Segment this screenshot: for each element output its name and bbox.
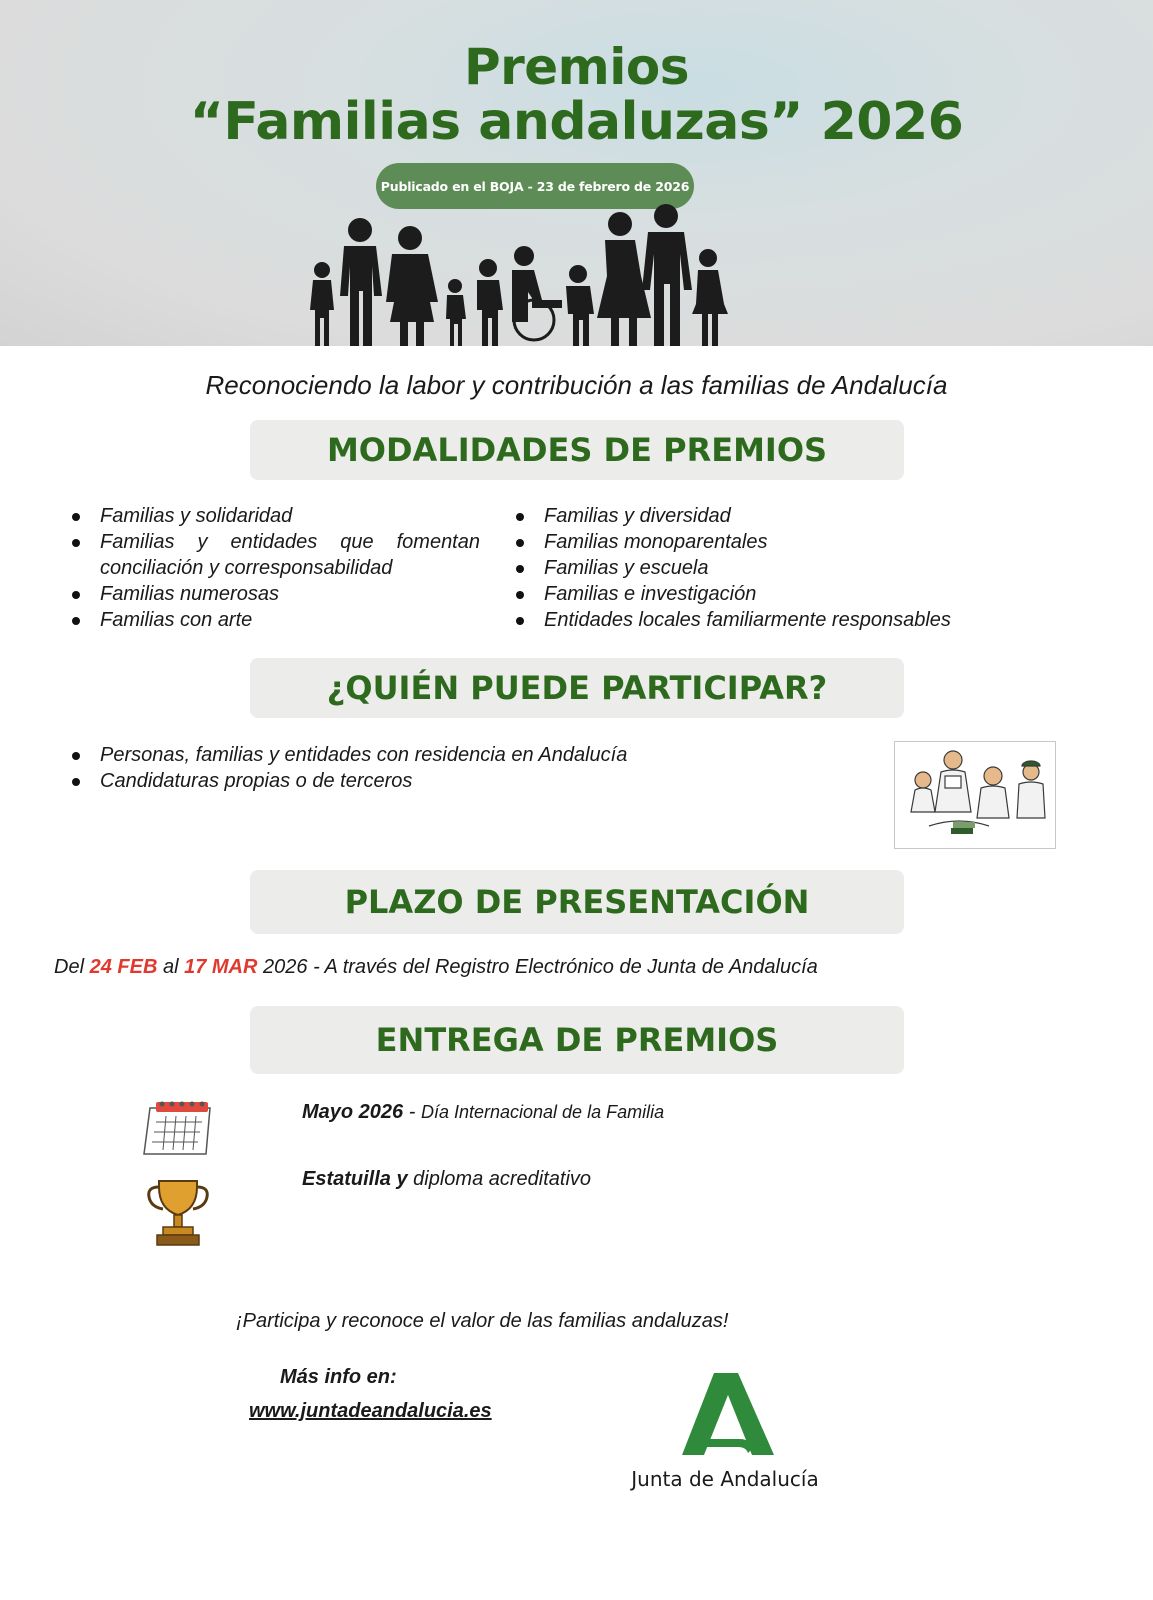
deadline-suffix: 2026 - A través del Registro Electrónico de Junta de Andalucía [263, 956, 818, 978]
modalidades-left-list [70, 503, 480, 633]
list-item: Familias y entidades que fomentan conciliación y corresponsabilidad [70, 529, 480, 581]
end-date: 17 MAR [184, 956, 258, 978]
more-info-label: Más info en: [280, 1366, 397, 1388]
list-item: Familias monoparentales [514, 529, 1014, 555]
deadline-prefix: Del [54, 956, 85, 978]
list-item: Familias numerosas [70, 581, 480, 607]
family-silhouette-icon [300, 200, 860, 346]
award-date-line [302, 1101, 664, 1124]
junta-logo-icon [678, 1373, 774, 1463]
award-date: Mayo 2026 [302, 1101, 404, 1123]
award-prize-description: diploma acreditativo [413, 1168, 592, 1190]
list-item: Personas, familias y entidades con residencia en Andalucía [70, 742, 830, 768]
hero-banner [0, 0, 1153, 346]
entrega-heading: ENTREGA DE PREMIOS [250, 1006, 904, 1074]
deadline-text [54, 956, 818, 979]
subtitle: Reconociendo la labor y contribución a las familias de Andalucía [205, 370, 948, 400]
list-item: Entidades locales familiarmente responsables [514, 607, 1014, 633]
award-prize-line [302, 1168, 591, 1191]
list-item: Familias y solidaridad [70, 503, 480, 529]
plazo-heading: PLAZO DE PRESENTACIÓN [250, 870, 904, 934]
list-item: Familias e investigación [514, 581, 1014, 607]
participantes-heading: ¿QUIÉN PUEDE PARTICIPAR? [250, 658, 904, 718]
award-date-separator: - [408, 1101, 416, 1123]
list-item: Candidaturas propias o de terceros [70, 768, 830, 794]
junta-logo-text: Junta de Andalucía [631, 1467, 819, 1491]
modalidades-heading: MODALIDADES DE PREMIOS [250, 420, 904, 480]
trophy-icon [143, 1175, 213, 1250]
list-item: Familias y escuela [514, 555, 1014, 581]
title-line-2: “Familias andaluzas” 2026 [189, 92, 964, 152]
participantes-list [70, 742, 830, 794]
website-link[interactable]: www.juntadeandalucia.es [249, 1400, 492, 1422]
modalidades-right-list [514, 503, 1014, 633]
list-item: Familias con arte [70, 607, 480, 633]
calendar-icon [142, 1100, 216, 1156]
award-prize: Estatuilla y [302, 1168, 408, 1190]
start-date: 24 FEB [89, 956, 158, 978]
award-date-description: Día Internacional de la Familia [420, 1102, 665, 1122]
publication-badge: Publicado en el BOJA - 23 de febrero de 2026 [376, 163, 694, 209]
title-line-1: Premios [463, 38, 690, 96]
deadline-connector: al [162, 956, 179, 978]
children-reading-illustration [894, 741, 1056, 849]
list-item: Familias y diversidad [514, 503, 1014, 529]
call-to-action: ¡Participa y reconoce el valor de las familias andaluzas! [236, 1310, 729, 1332]
